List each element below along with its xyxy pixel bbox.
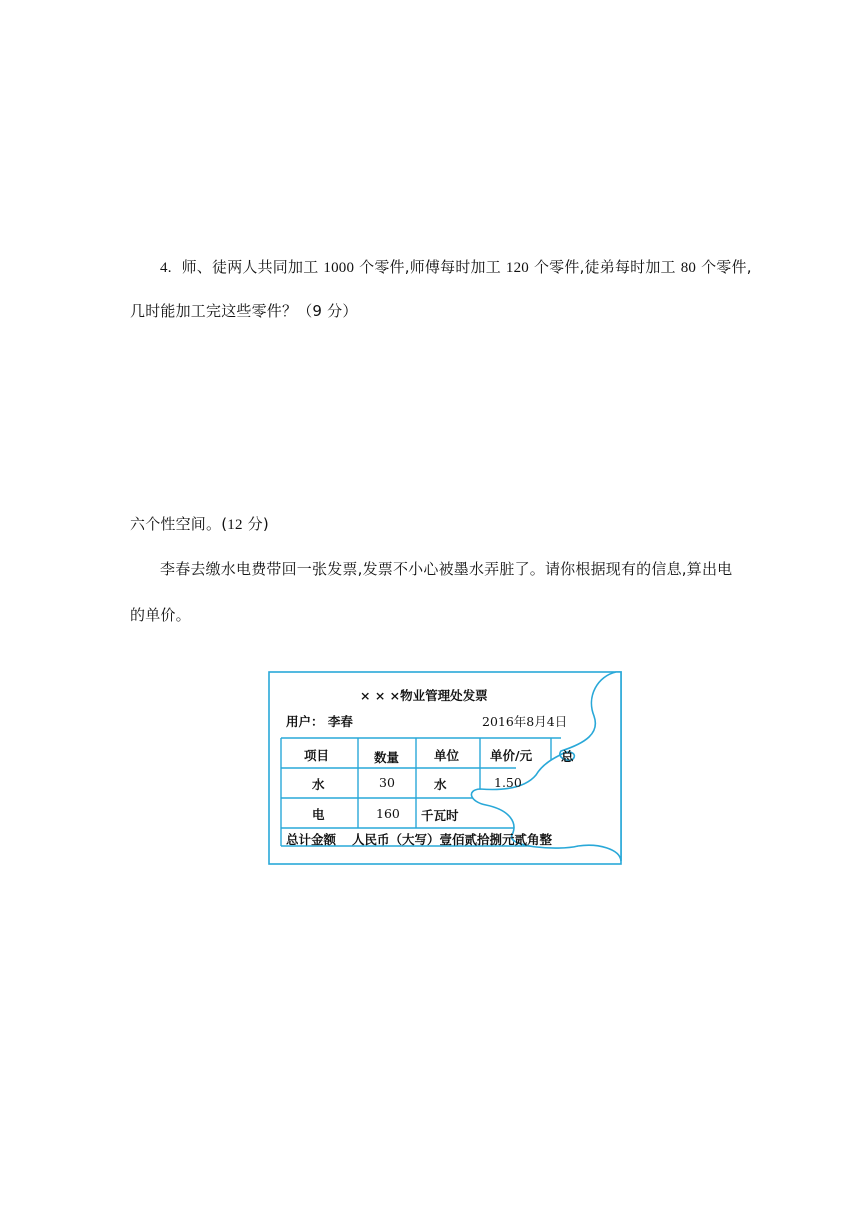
row-water-price: 1.50 [494, 775, 522, 790]
header-quantity: 数量 [374, 750, 400, 765]
question-text: 个零件,徒弟每时加工 [533, 258, 676, 276]
header-total-partial: 总 [561, 749, 574, 764]
question-text: 师、徒两人共同加工 [181, 258, 319, 276]
heading-text-end: 分) [242, 515, 269, 533]
question-4-line-2: 几时能加工完这些零件？（9 分） [130, 302, 358, 320]
question-text: 个零件,师傅每时加工 [359, 258, 501, 276]
number-120: 120 [505, 260, 530, 276]
row-electric-unit: 千瓦时 [421, 808, 459, 823]
row-water-quantity: 30 [379, 775, 395, 790]
heading-score: 12 [227, 517, 243, 533]
number-1000: 1000 [323, 260, 355, 276]
invoice-user: 用户： 李春 [286, 714, 353, 729]
header-unit-price: 单价/元 [490, 748, 533, 763]
invoice-date: 2016年8月4日 [482, 714, 568, 729]
question-4-line-1 [160, 256, 752, 277]
question-number: 4. [160, 260, 172, 276]
invoice-figure [268, 671, 622, 865]
problem-text-line-2: 的单价。 [130, 606, 191, 624]
question-text: 个零件, [701, 258, 752, 276]
total-value: 人民币（大写）壹佰贰拾捌元贰角整 [352, 832, 553, 847]
row-electric-item: 电 [312, 807, 325, 822]
row-electric-quantity: 160 [376, 806, 400, 821]
row-water-unit: 水 [434, 777, 447, 792]
header-item: 项目 [304, 748, 330, 763]
row-water-item: 水 [312, 777, 325, 792]
header-unit: 单位 [434, 748, 460, 763]
number-80: 80 [680, 260, 697, 276]
heading-text: 六个性空间。( [130, 515, 228, 533]
total-label: 总计金额 [286, 832, 337, 847]
section-heading [130, 513, 269, 534]
problem-text-line-1: 李春去缴水电费带回一张发票,发票不小心被墨水弄脏了。请你根据现有的信息,算出电 [160, 560, 733, 578]
invoice-title: × × ×物业管理处发票 [360, 688, 488, 703]
